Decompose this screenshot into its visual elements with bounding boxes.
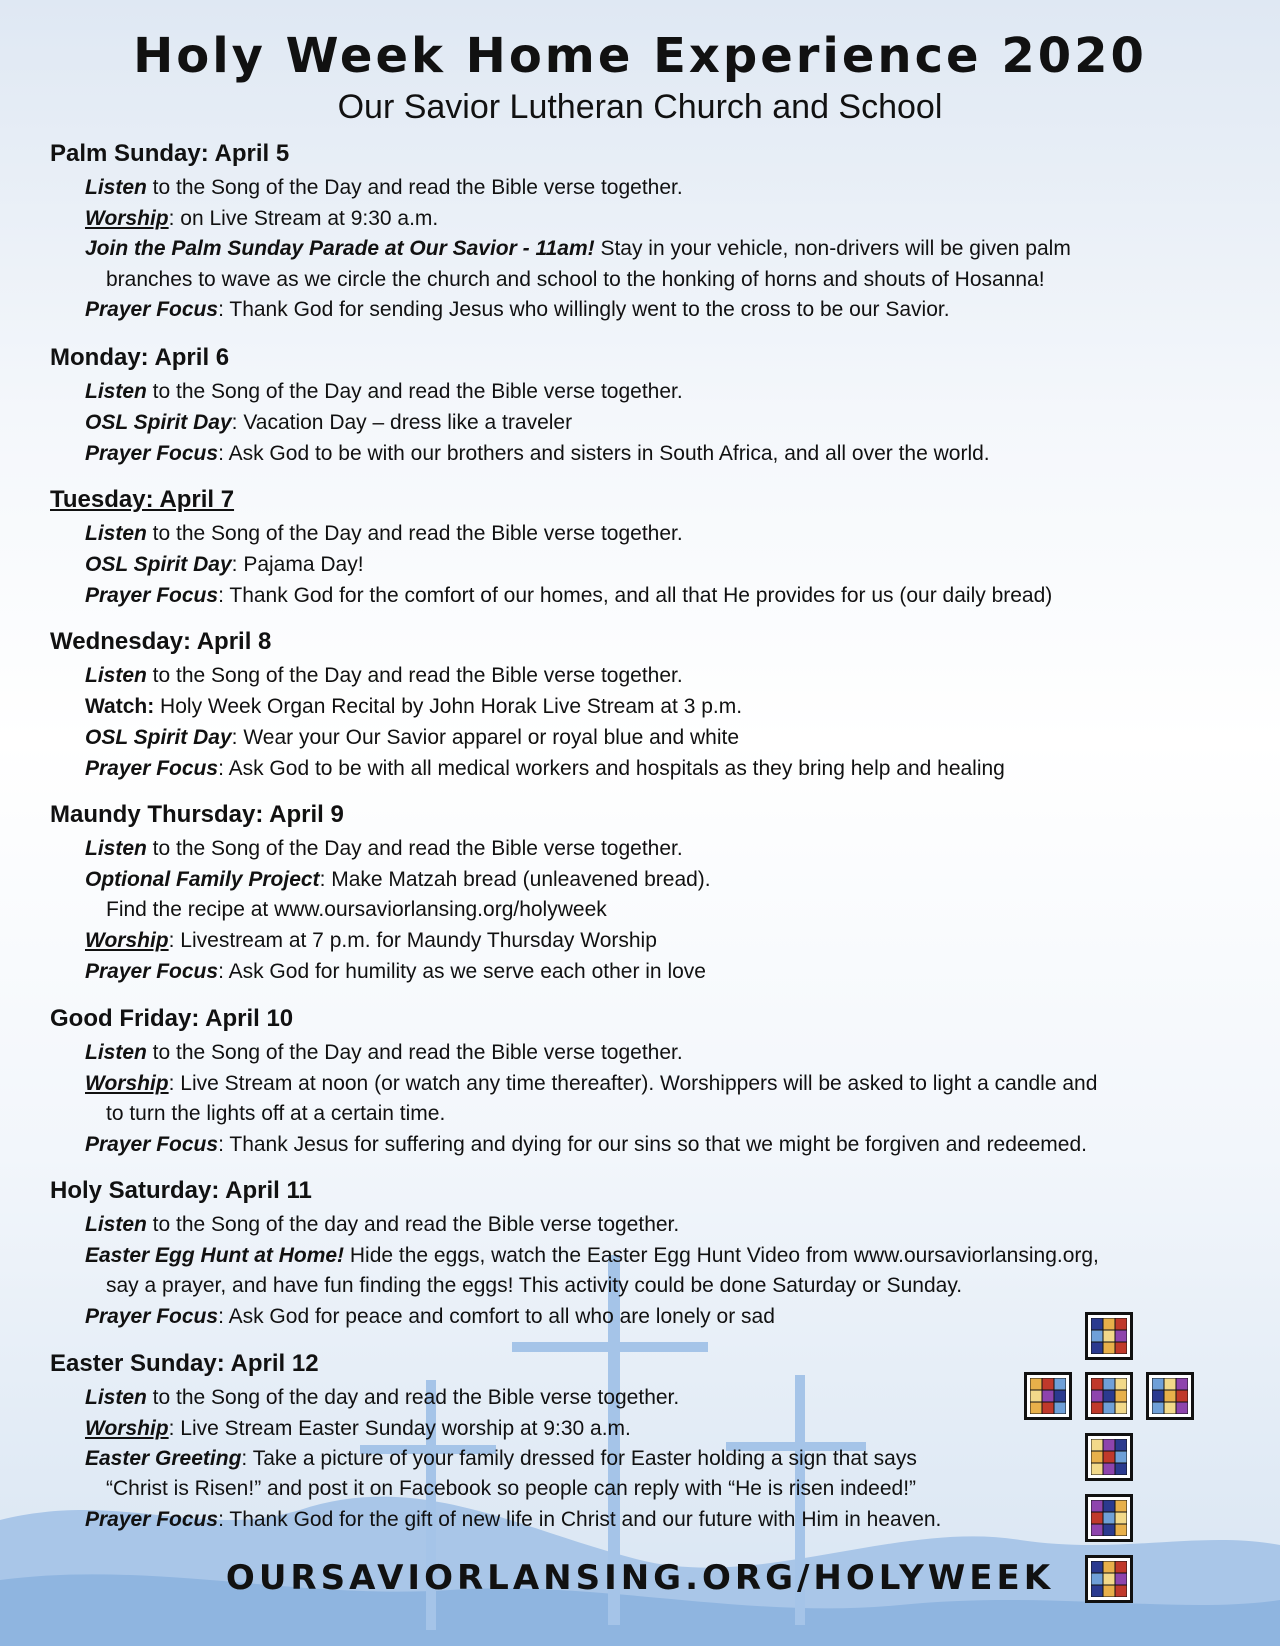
- schedule-line: Listen to the Song of the Day and read the Bible verse together.: [85, 664, 683, 687]
- schedule-line: Watch: Holy Week Organ Recital by John Horak Live Stream at 3 p.m.: [85, 695, 743, 718]
- schedule-line: OSL Spirit Day: Wear your Our Savior apparel or royal blue and white: [85, 726, 740, 749]
- schedule-line: to turn the lights off at a certain time.: [106, 1102, 446, 1125]
- schedule-line: Listen to the Song of the Day and read the Bible verse together.: [85, 1041, 683, 1064]
- schedule-line: Listen to the Song of the day and read the Bible verse together.: [85, 1386, 680, 1409]
- schedule-line: Prayer Focus: Ask God to be with our brothers and sisters in South Africa, and all over the world.: [85, 442, 990, 465]
- schedule-line: OSL Spirit Day: Pajama Day!: [85, 553, 364, 576]
- schedule-line: Optional Family Project: Make Matzah bread (unleavened bread).: [85, 868, 711, 891]
- schedule-line: Easter Egg Hunt at Home! Hide the eggs, watch the Easter Egg Hunt Video from www.oursaviorlansing.org,: [85, 1244, 1099, 1267]
- schedule-line: Join the Palm Sunday Parade at Our Savior - 11am! Stay in your vehicle, non-drivers will be given palm: [85, 237, 1071, 260]
- schedule-line: Listen to the Song of the Day and read the Bible verse together.: [85, 837, 683, 860]
- schedule-line: Prayer Focus: Thank God for sending Jesus who willingly went to the cross to be our Savior.: [85, 298, 950, 321]
- day-heading: Monday: April 6: [50, 344, 230, 371]
- day-heading: Easter Sunday: April 12: [50, 1350, 319, 1377]
- day-heading: Maundy Thursday: April 9: [50, 801, 344, 828]
- schedule-line: Prayer Focus: Ask God for peace and comfort to all who are lonely or sad: [85, 1305, 775, 1328]
- schedule-line: OSL Spirit Day: Vacation Day – dress like a traveler: [85, 411, 573, 434]
- schedule-line: Prayer Focus: Thank Jesus for suffering and dying for our sins so that we might be forgiven and redeemed.: [85, 1133, 1087, 1156]
- day-heading: Holy Saturday: April 11: [50, 1177, 312, 1204]
- day-heading: Good Friday: April 10: [50, 1005, 294, 1032]
- schedule-line: Prayer Focus: Ask God for humility as we serve each other in love: [85, 960, 706, 983]
- day-heading: Palm Sunday: April 5: [50, 140, 290, 167]
- schedule-line: Prayer Focus: Thank God for the comfort of our homes, and all that He provides for us (our daily bread): [85, 584, 1053, 607]
- schedule-line: Worship: Livestream at 7 p.m. for Maundy Thursday Worship: [85, 929, 657, 952]
- page-title: Holy Week Home Experience 2020: [133, 28, 1147, 84]
- schedule-line: “Christ is Risen!” and post it on Facebook so people can reply with “He is risen indeed!”: [106, 1477, 917, 1500]
- schedule-line: Listen to the Song of the Day and read the Bible verse together.: [85, 522, 683, 545]
- day-heading: Tuesday: April 7: [50, 486, 235, 513]
- schedule-line: Find the recipe at www.oursaviorlansing.org/holyweek: [106, 898, 607, 921]
- schedule-line: Prayer Focus: Ask God to be with all medical workers and hospitals as they bring help and healing: [85, 757, 1005, 780]
- schedule-line: branches to wave as we circle the church and school to the honking of horns and shouts of Hosanna!: [106, 268, 1045, 291]
- schedule-line: Prayer Focus: Thank God for the gift of new life in Christ and our future with Him in heaven.: [85, 1508, 942, 1531]
- schedule-line: say a prayer, and have fun finding the eggs! This activity could be done Saturday or Sunday.: [106, 1274, 963, 1297]
- page-subtitle: Our Savior Lutheran Church and School: [337, 88, 943, 126]
- schedule-line: Worship: Live Stream at noon (or watch any time thereafter). Worshippers will be asked to light a candle and: [85, 1072, 1098, 1095]
- schedule-line: Worship: on Live Stream at 9:30 a.m.: [85, 207, 439, 230]
- day-heading: Wednesday: April 8: [50, 628, 272, 655]
- schedule-line: Listen to the Song of the Day and read the Bible verse together.: [85, 380, 683, 403]
- website-url: OURSAVIORLANSING.ORG/HOLYWEEK: [225, 1558, 1055, 1598]
- schedule-line: Worship: Live Stream Easter Sunday worship at 9:30 a.m.: [85, 1417, 631, 1440]
- schedule-line: Listen to the Song of the day and read the Bible verse together.: [85, 1213, 680, 1236]
- schedule-line: Easter Greeting: Take a picture of your family dressed for Easter holding a sign that says: [85, 1447, 917, 1470]
- schedule-line: Listen to the Song of the Day and read the Bible verse together.: [85, 176, 683, 199]
